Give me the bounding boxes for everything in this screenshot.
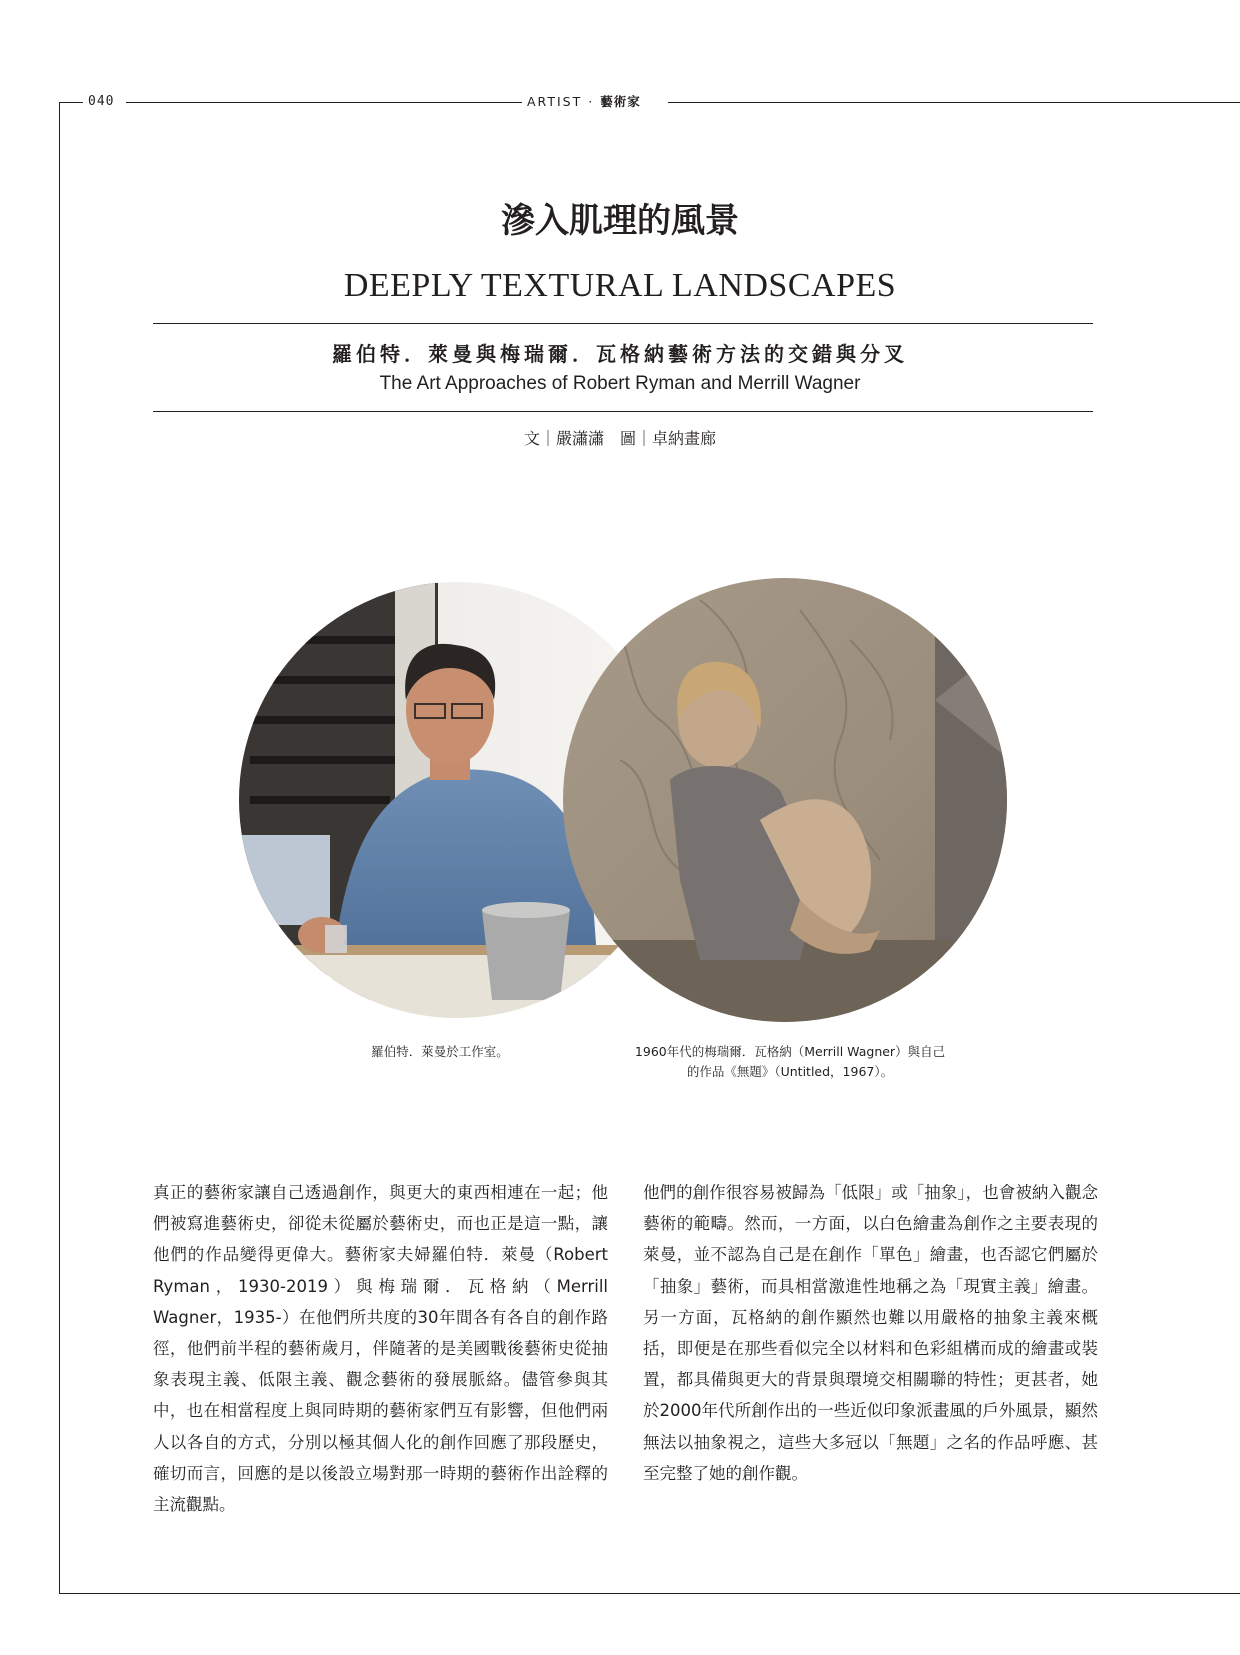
section-separator: · bbox=[588, 94, 595, 109]
header-rule bbox=[59, 102, 83, 103]
byline: 文｜嚴瀟瀟 圖｜卓納畫廊 bbox=[523, 429, 716, 448]
article-subtitle-zh: 羅伯特．萊曼與梅瑞爾．瓦格納藝術方法的交錯與分叉 bbox=[332, 342, 908, 366]
article-title-en: DEEPLY TEXTURAL LANDSCAPES bbox=[343, 267, 897, 304]
caption-left: 羅伯特．萊曼於工作室。 bbox=[371, 1044, 509, 1059]
title-rule-bottom bbox=[153, 411, 1093, 412]
caption-right bbox=[620, 1042, 960, 1082]
article-subtitle-en: The Art Approaches of Robert Ryman and Merrill Wagner bbox=[379, 373, 861, 394]
caption-right-line: 的作品《無題》（Untitled，1967）。 bbox=[686, 1064, 894, 1079]
section-label-zh: 藝術家 bbox=[600, 94, 641, 109]
page-frame-bottom-rule bbox=[59, 1593, 1240, 1594]
page-number: 040 bbox=[88, 94, 115, 109]
header-rule bbox=[668, 102, 1240, 103]
body-column-right: 他們的創作很容易被歸為「低限」或「抽象」，也會被納入觀念藝術的範疇。然而，一方面，以白色繪畫為創作之主要表現的萊曼，並不認為自己是在創作「單色」繪畫，也否認它們屬於「抽象」藝術，而具相當激進性地稱之為「現實主義」繪畫。另一方面，瓦格納的創作顯然也難以用嚴格的抽象主義來概括，即便是在那些看似完全以材料和色彩組構而成的繪畫或裝置，都具備與更大的背景與環境交相關聯的特性；更甚者，她於2000年代所創作出的一些近似印象派畫風的戶外風景，顯然無法以抽象視之，這些大多冠以「無題」之名的作品呼應、甚至完整了她的創作觀。 bbox=[643, 1183, 1098, 1483]
section-label-en: ARTIST bbox=[527, 94, 583, 109]
page-frame-left-rule bbox=[59, 102, 60, 1594]
header-rule bbox=[126, 102, 522, 103]
photo-robert-ryman-studio bbox=[230, 575, 690, 1030]
article-title-zh: 滲入肌理的風景 bbox=[501, 201, 739, 241]
section-label bbox=[527, 93, 641, 111]
caption-right-line: 1960年代的梅瑞爾．瓦格納（Merrill Wagner）與自己 bbox=[634, 1044, 946, 1059]
photo-merrill-wagner-portrait bbox=[560, 575, 1010, 1030]
title-rule-top bbox=[153, 323, 1093, 324]
body-column-left: 真正的藝術家讓自己透過創作，與更大的東西相連在一起；他們被寫進藝術史，卻從未從屬於藝術史，而也正是這一點，讓他們的作品變得更偉大。藝術家夫婦羅伯特．萊曼（Robert Ryman，1930-2019）與梅瑞爾．瓦格納（Merrill Wagner，1935-）在他們所共度的30年間各有各自的創作路徑，他們前半程的藝術歲月，伴隨著的是美國戰後藝術史從抽象表現主義、低限主義、觀念藝術的發展脈絡。儘管參與其中，也在相當程度上與同時期的藝術家們互有影響，但他們兩人以各自的方式，分別以極其個人化的創作回應了那段歷史，確切而言，回應的是以後設立場對那一時期的藝術作出詮釋的主流觀點。 bbox=[153, 1183, 608, 1515]
